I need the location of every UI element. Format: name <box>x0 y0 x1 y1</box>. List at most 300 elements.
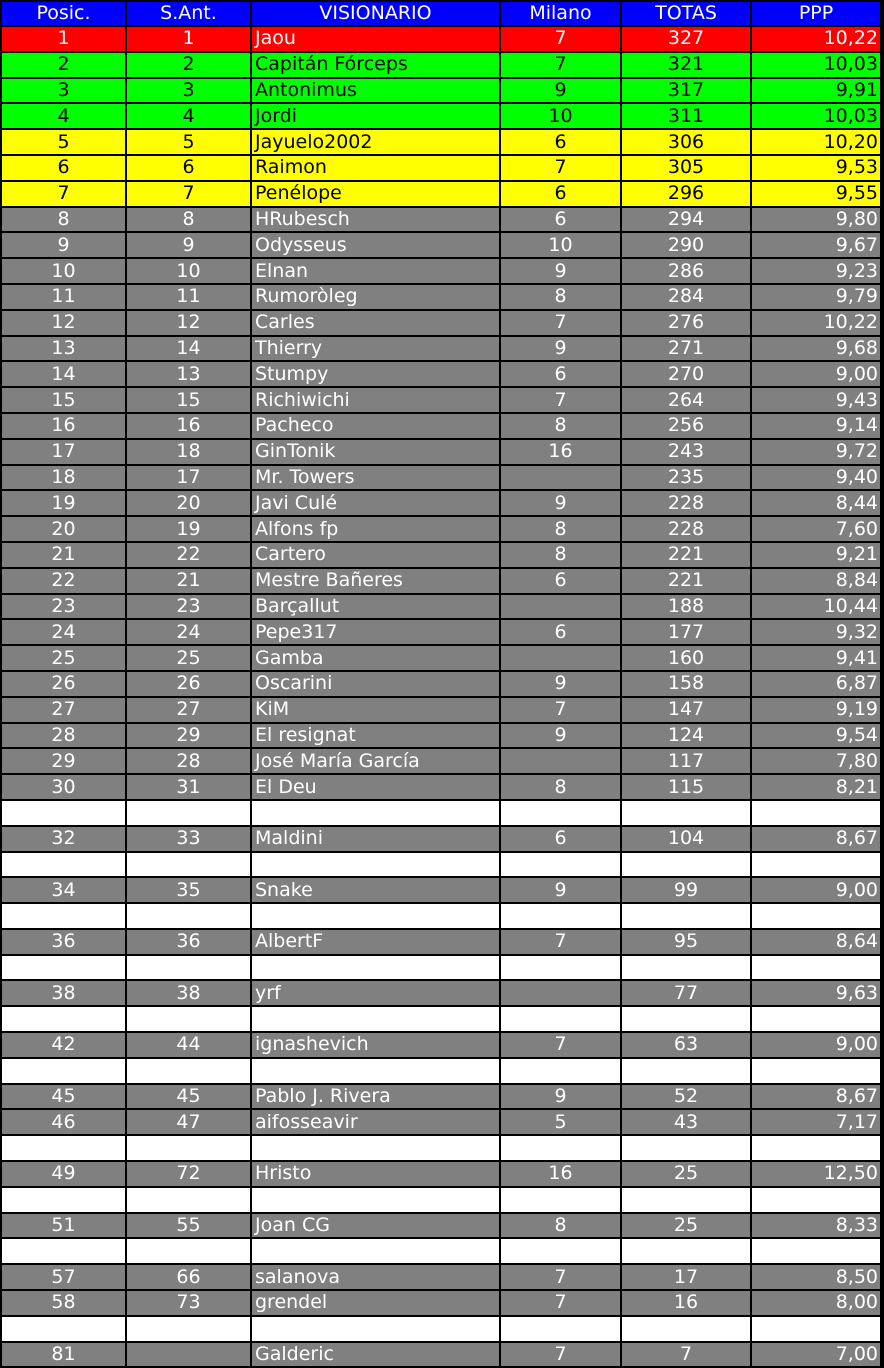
table-row <box>2 156 880 180</box>
cell-posic: 42 <box>2 1033 125 1057</box>
cell-sant: 16 <box>127 414 250 438</box>
cell-milano: 6 <box>501 569 620 593</box>
cell-visionario: aifosseavir <box>252 1110 499 1134</box>
cell-sant: 36 <box>127 930 250 954</box>
cell-milano: 7 <box>501 1291 620 1315</box>
cell-totas <box>622 1007 750 1031</box>
cell-sant: 15 <box>127 388 250 412</box>
cell-sant: 21 <box>127 569 250 593</box>
blank-row <box>2 904 880 928</box>
cell-totas: 95 <box>622 930 750 954</box>
cell-milano <box>501 1239 620 1263</box>
cell-ppp: 8,50 <box>752 1265 880 1289</box>
table-row <box>2 1033 880 1057</box>
cell-visionario: HRubesch <box>252 208 499 232</box>
cell-milano: 8 <box>501 543 620 567</box>
cell-sant: 4 <box>127 104 250 128</box>
cell-posic: 32 <box>2 827 125 851</box>
cell-visionario: Jaou <box>252 27 499 51</box>
cell-sant <box>127 853 250 877</box>
table-row <box>2 362 880 386</box>
cell-milano: 7 <box>501 930 620 954</box>
cell-ppp: 7,60 <box>752 517 880 541</box>
cell-totas: 25 <box>622 1162 750 1186</box>
table-row <box>2 569 880 593</box>
table-row <box>2 1214 880 1238</box>
cell-posic: 18 <box>2 466 125 490</box>
cell-ppp: 8,33 <box>752 1214 880 1238</box>
cell-milano <box>501 801 620 825</box>
table-row <box>2 672 880 696</box>
cell-posic: 2 <box>2 53 125 77</box>
cell-sant <box>127 1317 250 1341</box>
cell-visionario: Gamba <box>252 646 499 670</box>
cell-posic: 4 <box>2 104 125 128</box>
cell-totas: 17 <box>622 1265 750 1289</box>
cell-totas <box>622 904 750 928</box>
cell-visionario <box>252 904 499 928</box>
cell-sant: 73 <box>127 1291 250 1315</box>
cell-sant: 13 <box>127 362 250 386</box>
table-row <box>2 878 880 902</box>
cell-posic: 46 <box>2 1110 125 1134</box>
cell-ppp: 9,00 <box>752 878 880 902</box>
cell-posic: 81 <box>2 1343 125 1367</box>
cell-ppp: 7,00 <box>752 1343 880 1367</box>
header-totas: TOTAS <box>622 2 750 25</box>
cell-ppp: 9,19 <box>752 698 880 722</box>
cell-milano: 9 <box>501 672 620 696</box>
cell-sant: 28 <box>127 749 250 773</box>
cell-milano: 6 <box>501 620 620 644</box>
cell-sant: 38 <box>127 981 250 1005</box>
cell-ppp: 9,68 <box>752 337 880 361</box>
cell-visionario: José María García <box>252 749 499 773</box>
cell-totas <box>622 1188 750 1212</box>
table-row <box>2 1291 880 1315</box>
cell-totas: 188 <box>622 595 750 619</box>
cell-ppp: 10,22 <box>752 27 880 51</box>
cell-sant: 47 <box>127 1110 250 1134</box>
cell-milano <box>501 595 620 619</box>
cell-ppp <box>752 1136 880 1160</box>
cell-milano: 9 <box>501 491 620 515</box>
cell-totas: 104 <box>622 827 750 851</box>
cell-posic: 14 <box>2 362 125 386</box>
cell-ppp <box>752 904 880 928</box>
cell-posic: 6 <box>2 156 125 180</box>
cell-milano: 7 <box>501 1265 620 1289</box>
cell-ppp: 8,67 <box>752 827 880 851</box>
table-row <box>2 27 880 51</box>
cell-posic <box>2 801 125 825</box>
cell-posic: 5 <box>2 130 125 154</box>
cell-milano: 7 <box>501 27 620 51</box>
cell-visionario: Penélope <box>252 182 499 206</box>
blank-row <box>2 1136 880 1160</box>
cell-sant: 27 <box>127 698 250 722</box>
cell-visionario: Thierry <box>252 337 499 361</box>
cell-posic: 19 <box>2 491 125 515</box>
table-row <box>2 414 880 438</box>
cell-milano <box>501 1136 620 1160</box>
table-row <box>2 724 880 748</box>
cell-posic: 23 <box>2 595 125 619</box>
cell-visionario: Mestre Bañeres <box>252 569 499 593</box>
cell-totas: 63 <box>622 1033 750 1057</box>
header-row <box>2 2 880 25</box>
cell-posic <box>2 1059 125 1083</box>
cell-totas: 284 <box>622 285 750 309</box>
cell-ppp: 8,67 <box>752 1085 880 1109</box>
cell-posic <box>2 956 125 980</box>
cell-totas <box>622 1317 750 1341</box>
cell-ppp: 9,67 <box>752 233 880 257</box>
table-row <box>2 53 880 77</box>
cell-milano: 7 <box>501 311 620 335</box>
cell-totas: 294 <box>622 208 750 232</box>
cell-posic: 3 <box>2 79 125 103</box>
cell-visionario: El Deu <box>252 775 499 799</box>
cell-milano: 6 <box>501 362 620 386</box>
cell-milano: 16 <box>501 1162 620 1186</box>
cell-milano: 9 <box>501 1085 620 1109</box>
cell-posic: 49 <box>2 1162 125 1186</box>
cell-milano: 6 <box>501 130 620 154</box>
cell-totas: 221 <box>622 569 750 593</box>
cell-totas: 228 <box>622 517 750 541</box>
blank-row <box>2 956 880 980</box>
cell-totas: 271 <box>622 337 750 361</box>
cell-visionario: Pablo J. Rivera <box>252 1085 499 1109</box>
cell-sant: 66 <box>127 1265 250 1289</box>
cell-ppp: 8,00 <box>752 1291 880 1315</box>
table-row <box>2 182 880 206</box>
cell-posic <box>2 1188 125 1212</box>
cell-ppp <box>752 956 880 980</box>
cell-sant <box>127 1188 250 1212</box>
blank-row <box>2 801 880 825</box>
cell-ppp: 9,55 <box>752 182 880 206</box>
cell-totas <box>622 956 750 980</box>
cell-ppp: 10,20 <box>752 130 880 154</box>
table-row <box>2 749 880 773</box>
table-row <box>2 620 880 644</box>
cell-milano <box>501 466 620 490</box>
cell-milano: 9 <box>501 79 620 103</box>
cell-posic: 38 <box>2 981 125 1005</box>
cell-sant: 6 <box>127 156 250 180</box>
cell-totas: 306 <box>622 130 750 154</box>
cell-visionario <box>252 853 499 877</box>
cell-totas: 25 <box>622 1214 750 1238</box>
cell-milano: 7 <box>501 156 620 180</box>
table-row <box>2 79 880 103</box>
cell-totas: 16 <box>622 1291 750 1315</box>
cell-ppp <box>752 1317 880 1341</box>
table-row <box>2 233 880 257</box>
cell-posic: 20 <box>2 517 125 541</box>
blank-row <box>2 1188 880 1212</box>
cell-posic <box>2 1317 125 1341</box>
cell-ppp: 10,03 <box>752 104 880 128</box>
cell-visionario <box>252 801 499 825</box>
table-row <box>2 208 880 232</box>
cell-milano: 8 <box>501 414 620 438</box>
cell-ppp: 9,43 <box>752 388 880 412</box>
cell-visionario: Mr. Towers <box>252 466 499 490</box>
cell-sant: 31 <box>127 775 250 799</box>
cell-posic: 25 <box>2 646 125 670</box>
header-milano: Milano <box>501 2 620 25</box>
cell-ppp <box>752 853 880 877</box>
cell-ppp: 12,50 <box>752 1162 880 1186</box>
cell-milano <box>501 1007 620 1031</box>
cell-milano <box>501 646 620 670</box>
cell-totas: 221 <box>622 543 750 567</box>
cell-visionario: yrf <box>252 981 499 1005</box>
cell-milano <box>501 853 620 877</box>
cell-posic: 9 <box>2 233 125 257</box>
cell-posic: 10 <box>2 259 125 283</box>
header-visionario: VISIONARIO <box>252 2 499 25</box>
cell-visionario: Pacheco <box>252 414 499 438</box>
cell-visionario: Stumpy <box>252 362 499 386</box>
ranking-body <box>2 27 880 1366</box>
cell-sant <box>127 1007 250 1031</box>
table-row <box>2 285 880 309</box>
table-row <box>2 981 880 1005</box>
table-row <box>2 466 880 490</box>
cell-milano <box>501 1317 620 1341</box>
cell-ppp: 9,00 <box>752 362 880 386</box>
cell-totas: 243 <box>622 440 750 464</box>
table-row <box>2 388 880 412</box>
cell-posic: 7 <box>2 182 125 206</box>
cell-sant: 1 <box>127 27 250 51</box>
cell-ppp: 10,03 <box>752 53 880 77</box>
cell-milano: 7 <box>501 53 620 77</box>
table-row <box>2 827 880 851</box>
cell-totas <box>622 853 750 877</box>
cell-ppp: 9,54 <box>752 724 880 748</box>
cell-sant: 2 <box>127 53 250 77</box>
cell-sant: 11 <box>127 285 250 309</box>
cell-totas: 276 <box>622 311 750 335</box>
cell-sant <box>127 904 250 928</box>
cell-visionario <box>252 1059 499 1083</box>
cell-posic: 8 <box>2 208 125 232</box>
cell-sant: 44 <box>127 1033 250 1057</box>
table-row <box>2 1343 880 1367</box>
cell-ppp: 8,64 <box>752 930 880 954</box>
cell-ppp: 9,72 <box>752 440 880 464</box>
cell-visionario: Rumoròleg <box>252 285 499 309</box>
table-row <box>2 440 880 464</box>
cell-sant: 19 <box>127 517 250 541</box>
cell-milano: 7 <box>501 1033 620 1057</box>
cell-posic <box>2 1239 125 1263</box>
cell-ppp: 6,87 <box>752 672 880 696</box>
cell-totas: 124 <box>622 724 750 748</box>
cell-visionario: ignashevich <box>252 1033 499 1057</box>
cell-totas <box>622 1059 750 1083</box>
cell-visionario: Odysseus <box>252 233 499 257</box>
cell-totas: 117 <box>622 749 750 773</box>
table-row <box>2 698 880 722</box>
blank-row <box>2 1317 880 1341</box>
cell-sant <box>127 1059 250 1083</box>
cell-visionario: KiM <box>252 698 499 722</box>
cell-ppp: 9,40 <box>752 466 880 490</box>
cell-ppp: 8,84 <box>752 569 880 593</box>
cell-milano: 8 <box>501 285 620 309</box>
cell-totas: 286 <box>622 259 750 283</box>
cell-ppp: 9,80 <box>752 208 880 232</box>
cell-milano: 9 <box>501 259 620 283</box>
header-sant: S.Ant. <box>127 2 250 25</box>
cell-ppp: 7,17 <box>752 1110 880 1134</box>
cell-totas: 321 <box>622 53 750 77</box>
cell-visionario: salanova <box>252 1265 499 1289</box>
cell-totas: 7 <box>622 1343 750 1367</box>
cell-sant: 10 <box>127 259 250 283</box>
cell-ppp: 8,21 <box>752 775 880 799</box>
cell-visionario <box>252 1188 499 1212</box>
cell-ppp: 9,79 <box>752 285 880 309</box>
cell-totas <box>622 1239 750 1263</box>
cell-totas: 99 <box>622 878 750 902</box>
cell-totas: 311 <box>622 104 750 128</box>
cell-sant: 5 <box>127 130 250 154</box>
cell-milano: 10 <box>501 104 620 128</box>
cell-ppp: 9,32 <box>752 620 880 644</box>
table-row <box>2 517 880 541</box>
cell-posic <box>2 1136 125 1160</box>
blank-row <box>2 1059 880 1083</box>
cell-milano: 9 <box>501 337 620 361</box>
cell-visionario: grendel <box>252 1291 499 1315</box>
cell-visionario: Cartero <box>252 543 499 567</box>
cell-sant: 18 <box>127 440 250 464</box>
cell-sant: 14 <box>127 337 250 361</box>
cell-visionario: Snake <box>252 878 499 902</box>
table-row <box>2 1265 880 1289</box>
cell-sant: 29 <box>127 724 250 748</box>
table-row <box>2 930 880 954</box>
cell-totas: 115 <box>622 775 750 799</box>
table-row <box>2 1085 880 1109</box>
cell-visionario: Antonimus <box>252 79 499 103</box>
cell-totas <box>622 1136 750 1160</box>
cell-posic: 58 <box>2 1291 125 1315</box>
cell-totas: 228 <box>622 491 750 515</box>
cell-milano: 6 <box>501 208 620 232</box>
cell-visionario: Pepe317 <box>252 620 499 644</box>
cell-posic: 21 <box>2 543 125 567</box>
cell-visionario: Oscarini <box>252 672 499 696</box>
cell-ppp: 9,91 <box>752 79 880 103</box>
cell-sant: 26 <box>127 672 250 696</box>
cell-ppp: 9,53 <box>752 156 880 180</box>
cell-visionario: Jayuelo2002 <box>252 130 499 154</box>
cell-posic: 17 <box>2 440 125 464</box>
table-row <box>2 337 880 361</box>
cell-posic: 27 <box>2 698 125 722</box>
cell-visionario: Maldini <box>252 827 499 851</box>
cell-milano: 8 <box>501 1214 620 1238</box>
cell-posic: 13 <box>2 337 125 361</box>
cell-visionario: El resignat <box>252 724 499 748</box>
table-row <box>2 311 880 335</box>
cell-visionario: Jordi <box>252 104 499 128</box>
cell-sant: 9 <box>127 233 250 257</box>
cell-milano <box>501 1188 620 1212</box>
cell-sant: 17 <box>127 466 250 490</box>
cell-ppp: 9,21 <box>752 543 880 567</box>
cell-visionario: Richiwichi <box>252 388 499 412</box>
cell-sant: 33 <box>127 827 250 851</box>
cell-posic: 1 <box>2 27 125 51</box>
cell-milano: 6 <box>501 182 620 206</box>
cell-sant: 23 <box>127 595 250 619</box>
cell-sant <box>127 1136 250 1160</box>
cell-totas <box>622 801 750 825</box>
cell-sant: 72 <box>127 1162 250 1186</box>
cell-visionario: Capitán Fórceps <box>252 53 499 77</box>
cell-posic: 11 <box>2 285 125 309</box>
cell-sant <box>127 801 250 825</box>
table-row <box>2 259 880 283</box>
cell-visionario <box>252 956 499 980</box>
cell-ppp: 9,14 <box>752 414 880 438</box>
cell-totas: 290 <box>622 233 750 257</box>
cell-milano: 8 <box>501 775 620 799</box>
cell-posic: 30 <box>2 775 125 799</box>
cell-totas: 177 <box>622 620 750 644</box>
cell-totas: 305 <box>622 156 750 180</box>
cell-posic: 26 <box>2 672 125 696</box>
cell-posic: 15 <box>2 388 125 412</box>
cell-visionario: Galderic <box>252 1343 499 1367</box>
cell-sant <box>127 1239 250 1263</box>
cell-milano: 10 <box>501 233 620 257</box>
cell-posic: 29 <box>2 749 125 773</box>
cell-visionario: Hristo <box>252 1162 499 1186</box>
cell-posic: 12 <box>2 311 125 335</box>
cell-ppp: 9,23 <box>752 259 880 283</box>
header-ppp: PPP <box>752 2 880 25</box>
cell-totas: 160 <box>622 646 750 670</box>
cell-posic <box>2 904 125 928</box>
cell-milano: 6 <box>501 827 620 851</box>
blank-row <box>2 1007 880 1031</box>
cell-ppp: 7,80 <box>752 749 880 773</box>
cell-posic: 34 <box>2 878 125 902</box>
cell-milano: 7 <box>501 388 620 412</box>
cell-sant: 20 <box>127 491 250 515</box>
cell-ppp <box>752 1059 880 1083</box>
cell-sant: 22 <box>127 543 250 567</box>
cell-sant <box>127 956 250 980</box>
cell-totas: 317 <box>622 79 750 103</box>
table-row <box>2 646 880 670</box>
cell-ppp: 9,63 <box>752 981 880 1005</box>
cell-visionario: Alfons fp <box>252 517 499 541</box>
cell-totas: 256 <box>622 414 750 438</box>
blank-row <box>2 1239 880 1263</box>
cell-visionario: Joan CG <box>252 1214 499 1238</box>
